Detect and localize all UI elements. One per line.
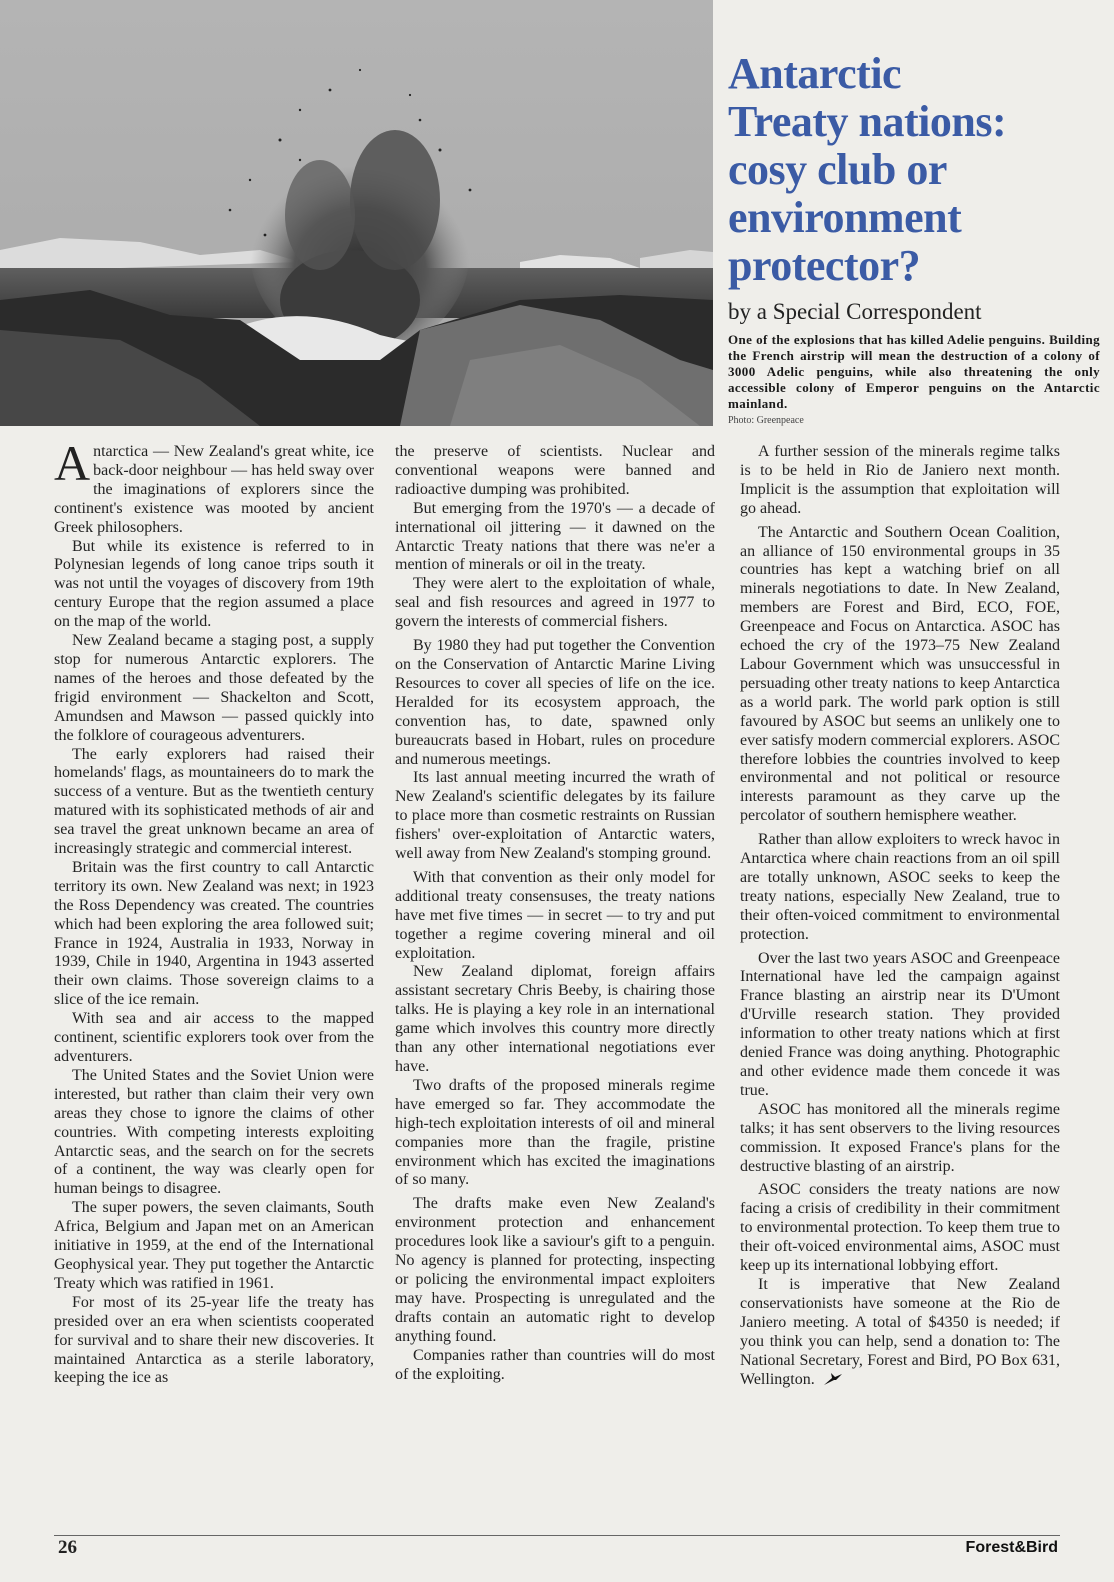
paragraph: The super powers, the seven claimants, South Africa, Belgium and Japan met on an American initiative in 1959, at the end of the International Geophysical year. They put together the Antarctic Treaty which was ratified in 1961. (54, 1199, 374, 1292)
paragraph-text: It is imperative that New Zealand conservationists have someone at the Rio de Janiero meeting. A total of $4350 is needed; if you think you can help, send a donation to: The National Secretary, Forest and Bird, PO Box 631, Wellington. (740, 1275, 1060, 1388)
paragraph: But while its existence is referred to in Polynesian legends of long canoe trips south it was not until the voyages of discovery from 19th century Europe that the region assumed a place on the map of the world. (54, 537, 374, 631)
paragraph: Companies rather than countries will do most of the exploiting. (395, 1346, 715, 1383)
paragraph: Its last annual meeting incurred the wrath of New Zealand's scientific delegates by its failure to place more than cosmetic restraints on Russian fishers' over-exploitation of Antarctic waters, well away from New Zealand's stomping ground. (395, 769, 715, 863)
explosion-photo-image (0, 0, 713, 426)
paragraph: By 1980 they had put together the Convention on the Conservation of Antarctic Marine Living Resources to cover all species of life on the ice. Heralded for its ecosystem approach, the convention has, to date, spawned only bureaucrats based in Hobart, rules on procedure and numerous meetings. (395, 637, 715, 768)
paragraph: the preserve of scientists. Nuclear and conventional weapons were banned and radioactive dumping was prohibited. (395, 443, 715, 498)
paragraph: Britain was the first country to call Antarctic territory its own. New Zealand was next; in 1923 the Ross Dependency was created. The countries which had been exploring the area followed suit; France in 1924, Australia in 1933, Norway in 1939, Chile in 1940, Argentina in 1943 asserted their own claims. Those sovereign claims to a slice of the ice remain. (54, 858, 374, 1009)
paragraph: The drafts make even New Zealand's environment protection and enhancement procedures look like a saviour's gift to a penguin. No agency is planned for protecting, inspecting or policing the environmental impact exploiters may have. Prospecting is unregulated and the drafts contain an automatic right to develop anything found. (395, 1195, 715, 1345)
bird-end-mark-icon (823, 1372, 843, 1386)
headline-line: Antarctic (728, 49, 902, 98)
footer-rule (54, 1535, 1060, 1536)
paragraph: The United States and the Soviet Union were interested, but rather than claim their very own areas they chose to ignore the claims of other countries. With competing interests exploiting Antarctic seas, and the search on for the secrets of a continent, the way was clearly open for human beings to disagree. (54, 1066, 374, 1198)
paragraph (740, 1276, 1060, 1389)
paragraph-text: ntarctica — New Zealand's great white, ice back-door neighbour — has held sway over the imaginations of explorers since the continent's existence was mooted by ancient Greek philosophers. (54, 443, 374, 536)
paragraph: The Antarctic and Southern Ocean Coalition, an alliance of 150 environmental groups in 35 countries has kept a watching brief on all minerals negotiations to date. In New Zealand, members are Forest and Bird, ECO, FOE, Greenpeace and Focus on Antarctica. ASOC has echoed the cry of the 1973–75 New Zealand Labour Government which was unsuccessful in persuading other treaty nations to keep Antarctica as a world park. The world park option is still favoured by ASOC but seems an unlikely one to ever satisfy modern commercial explorers. ASOC therefore lobbies the countries involved to keep environmental and not political or resource interests paramount as they carve up the percolator of southern hemisphere weather. (740, 523, 1060, 825)
paragraph: For most of its 25-year life the treaty has presided over an era when scientists cooperated for survival and to share their new discoveries. It maintained Antarctica as a sterile laboratory, keeping the ice as (54, 1293, 374, 1387)
headline-line: environment (728, 193, 962, 242)
photo-caption: One of the explosions that has killed Adelie penguins. Building the French airstrip will mean the destruction of a colony of 3000 Adelic penguins, while also threatening the only accessible colony of Emperor penguins on the Antarctic mainland. (728, 332, 1100, 411)
article-headline (728, 50, 1100, 290)
byline: by a Special Correspondent (728, 299, 982, 324)
title-block (728, 50, 1100, 428)
paragraph: With sea and air access to the mapped continent, scientific explorers took over from the adventurers. (54, 1010, 374, 1065)
explosion-photo (0, 0, 713, 426)
magazine-name: Forest&Bird (965, 1539, 1058, 1556)
photo-credit: Photo: Greenpeace (728, 415, 804, 426)
headline-line: Treaty nations: (728, 97, 1007, 146)
paragraph (54, 435, 374, 538)
paragraph: But emerging from the 1970's — a decade of international oil jittering — it dawned on the Antarctic Treaty nations that there was ne'er a mention of minerals or oil in the treaty. (395, 499, 715, 574)
paragraph: ASOC has monitored all the minerals regime talks; it has sent observers to the living resources commission. It exposed France's plans for the destructive blasting of an airstrip. (740, 1100, 1060, 1175)
paragraph: Over the last two years ASOC and Greenpeace International have led the campaign against France blasting an airstrip near its D'Umont d'Urville research station. They provided information to other treaty nations which at first denied France was doing anything. Photographic and other evidence made them concede it was true. (740, 949, 1060, 1099)
paragraph: Rather than allow exploiters to wreck havoc in Antarctica where chain reactions from an oil spill are totally unknown, ASOC seeks to keep the treaty nations, especially New Zealand, true to their often-voiced commitment to environmental protection. (740, 831, 1060, 943)
headline-line: cosy club or (728, 145, 947, 194)
article-column-1 (54, 435, 374, 1388)
paragraph: New Zealand diplomat, foreign affairs assistant secretary Chris Beeby, is chairing those talks. He is playing a key role in an international game which involves this country more directly than any other international negotiations ever have. (395, 963, 715, 1075)
paragraph: The early explorers had raised their homelands' flags, as mountaineers do to mark the success of a venture. But as the twentieth century matured with its sophisticated methods of air and sea travel the great unknown became an area of increasingly strategic and commercial interest. (54, 745, 374, 858)
paragraph: ASOC considers the treaty nations are now facing a crisis of credibility in their commitment to environmental protection. To keep them true to their oft-voiced environmental aims, ASOC must keep up its international lobbying effort. (740, 1181, 1060, 1275)
drop-cap: A (54, 435, 91, 491)
paragraph: New Zealand became a staging post, a supply stop for numerous Antarctic explorers. The names of the heroes and those defeated by the frigid environment — Shackelton and Scott, Amundsen and Mawson — passed quickly into the folklore of courageous adventurers. (54, 632, 374, 744)
headline-line: protector? (728, 241, 921, 290)
paragraph: A further session of the minerals regime talks is to be held in Rio de Janiero next month. Implicit is the assumption that exploitation will go ahead. (740, 443, 1060, 517)
article-column-2 (395, 443, 715, 1384)
paragraph: With that convention as their only model for additional treaty consensuses, the treaty nations have met five times — in secret — to try and put together a regime covering mineral and oil exploitation. (395, 868, 715, 962)
paragraph: Two drafts of the proposed minerals regime have emerged so far. They accommodate the high-tech exploitation interests of oil and mineral companies more than the fragile, pristine environment which has excited the imaginations of so many. (395, 1076, 715, 1189)
article-column-3 (740, 443, 1060, 1389)
paragraph: They were alert to the exploitation of whale, seal and fish resources and agreed in 1977 to govern the interests of commercial fishers. (395, 575, 715, 631)
page-number: 26 (58, 1537, 77, 1558)
